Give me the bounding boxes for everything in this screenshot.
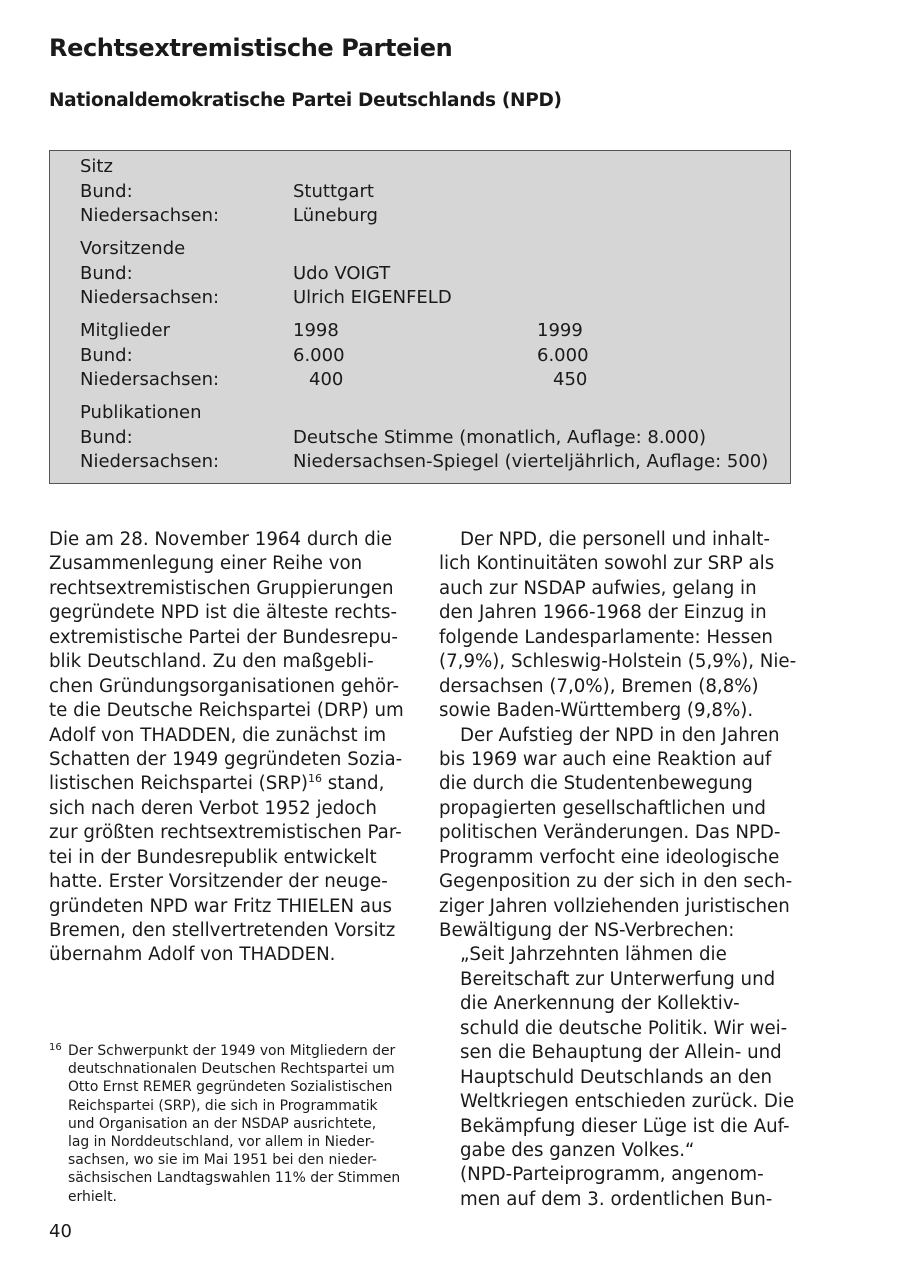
text-line: rechtsextremistischen Gruppierungen — [49, 577, 394, 599]
footnote-line: deutschnationalen Deutschen Rechtspartei um — [68, 1061, 395, 1078]
text-line: den Jahren 1966-1968 der Einzug in — [439, 602, 767, 624]
vorsitzende-nds-value: Ulrich EIGENFELD — [293, 287, 452, 308]
text-line: lich Kontinuitäten sowohl zur SRP als — [439, 553, 775, 575]
text-line: gegründete NPD ist die älteste rechts- — [49, 602, 398, 624]
footnote-line: erhielt. — [68, 1188, 117, 1205]
footnote-line: Otto Ernst REMER gegründeten Sozialistischen — [68, 1079, 393, 1096]
text-line: Bewältigung der NS-Verbrechen: — [439, 920, 735, 941]
text-line — [49, 772, 404, 796]
quote-line: men auf dem 3. ordentlichen Bun- — [460, 1188, 773, 1210]
quote-line: schuld die deutsche Politik. Wir wei- — [460, 1017, 788, 1039]
mitglieder-bund-1999: 6.000 — [537, 344, 589, 366]
text-line: politischen Veränderungen. Das NPD- — [439, 822, 781, 844]
text-line: (7,9%), Schleswig-Holstein (5,9%), Nie- — [439, 651, 797, 673]
text-line: Bremen, den stellvertretenden Vorsitz — [49, 920, 396, 941]
page-number: 40 — [49, 1221, 72, 1242]
publikationen-nds-value: Niedersachsen-Spiegel (vierteljährlich, Auflage: 500) — [293, 451, 769, 472]
text-line: Adolf von THADDEN, die zunächst im — [49, 724, 387, 746]
text-line: Der Aufstieg der NPD in den Jahren — [460, 724, 780, 746]
section-heading: Nationaldemokratische Partei Deutschlands (NPD) — [49, 90, 562, 111]
text-line: Schatten der 1949 gegründeten Sozia- — [49, 748, 403, 770]
vorsitzende-bund-label: Bund: — [80, 262, 133, 284]
quote-line: Bekämpfung dieser Lüge ist die Auf- — [460, 1115, 790, 1137]
quote-line: Bereitschaft zur Unterwerfung und — [460, 968, 776, 990]
text-line: die durch die Studentenbewegung — [439, 773, 753, 795]
text-line: bis 1969 war auch eine Reaktion auf — [439, 748, 772, 770]
mitglieder-nds-label: Niedersachsen: — [80, 369, 220, 390]
text-line: propagierten gesellschaftlichen und — [439, 797, 766, 819]
text-line: Die am 28. November 1964 durch die — [49, 529, 393, 550]
footnote-line: Reichspartei (SRP), die sich in Programmatik — [68, 1097, 378, 1114]
footnote-line: Der Schwerpunkt der 1949 von Mitgliedern der — [68, 1043, 396, 1059]
text-line: auch zur NSDAP aufwies, gelang in — [439, 577, 757, 599]
sitz-bund-value: Stuttgart — [293, 180, 374, 202]
text-line: te die Deutsche Reichspartei (DRP) um — [49, 700, 404, 722]
text-line: extremistische Partei der Bundesrepu- — [49, 626, 398, 648]
mitglieder-bund-label: Bund: — [80, 344, 133, 366]
text-line: Der NPD, die personell und inhalt- — [460, 529, 770, 550]
quote-line: Hauptschuld Deutschlands an den — [460, 1066, 773, 1088]
info-box — [49, 150, 791, 484]
footnote — [49, 1042, 409, 1206]
quote-line: „Seit Jahrzehnten lähmen die — [460, 944, 727, 966]
text-line: übernahm Adolf von THADDEN. — [49, 944, 336, 966]
quote-line: sen die Behauptung der Allein- und — [460, 1042, 782, 1064]
text-line: blik Deutschland. Zu den maßgebli- — [49, 651, 374, 673]
text-line: sich nach deren Verbot 1952 jedoch — [49, 797, 377, 819]
vorsitzende-title: Vorsitzende — [80, 238, 186, 259]
mitglieder-bund-1998: 6.000 — [293, 344, 345, 366]
footnote-line: sächsischen Landtagswahlen 11% der Stimmen — [68, 1170, 401, 1187]
sitz-bund-label: Bund: — [80, 180, 133, 202]
mitglieder-year-1999: 1999 — [537, 320, 583, 341]
sitz-nds-label: Niedersachsen: — [80, 205, 220, 226]
mitglieder-title: Mitglieder — [80, 320, 170, 341]
mitglieder-nds-1999: 450 — [553, 369, 588, 390]
footnote-line: sachsen, wo sie im Mai 1951 bei den nieder- — [68, 1152, 377, 1169]
srp-text-before: listischen Reichspartei (SRP) — [49, 773, 308, 795]
publikationen-title: Publikationen — [80, 402, 202, 423]
right-column-text — [439, 528, 796, 1212]
quote-line: gabe des ganzen Volkes.“ — [460, 1139, 695, 1161]
text-line: folgende Landesparlamente: Hessen — [439, 626, 773, 648]
text-line: Programm verfocht eine ideologische — [439, 846, 780, 868]
mitglieder-nds-1998: 400 — [309, 369, 344, 390]
quote-line: (NPD-Parteiprogramm, angenom- — [460, 1164, 764, 1186]
footnote-line: lag in Norddeutschland, vor allem in Nieder- — [68, 1134, 375, 1151]
text-line: tei in der Bundesrepublik entwickelt — [49, 846, 377, 868]
publikationen-bund-value: Deutsche Stimme (monatlich, Auflage: 8.000) — [293, 426, 706, 448]
text-line: Gegenposition zu der sich in den sech- — [439, 871, 793, 893]
publikationen-nds-label: Niedersachsen: — [80, 451, 220, 472]
text-line: ziger Jahren vollziehenden juristischen — [439, 895, 790, 917]
footnote-reference[interactable]: 16 — [308, 772, 322, 786]
quote-line: die Anerkennung der Kollektiv- — [460, 993, 740, 1015]
text-line: gründeten NPD war Fritz THIELEN aus — [49, 895, 393, 917]
text-line: sowie Baden-Württemberg (9,8%). — [439, 700, 754, 722]
footnote-line: und Organisation an der NSDAP ausrichtete, — [68, 1115, 377, 1132]
quote-line: Weltkriegen entschieden zurück. Die — [460, 1091, 795, 1113]
sitz-title: Sitz — [80, 156, 113, 177]
vorsitzende-nds-label: Niedersachsen: — [80, 287, 220, 308]
text-line: dersachsen (7,0%), Bremen (8,8%) — [439, 675, 759, 697]
text-line: hatte. Erster Vorsitzender der neuge- — [49, 871, 388, 893]
page-heading: Rechtsextremistische Parteien — [49, 34, 453, 62]
vorsitzende-bund-value: Udo VOIGT — [293, 262, 391, 284]
footnote-number: 16 — [49, 1042, 62, 1053]
text-line: Zusammenlegung einer Reihe von — [49, 553, 363, 575]
srp-text-after: stand, — [322, 773, 385, 795]
sitz-nds-value: Lüneburg — [293, 205, 378, 226]
mitglieder-year-1998: 1998 — [293, 320, 339, 341]
left-column-text — [49, 528, 404, 968]
text-line: chen Gründungsorganisationen gehör- — [49, 675, 400, 697]
text-line: zur größten rechtsextremistischen Par- — [49, 822, 402, 844]
publikationen-bund-label: Bund: — [80, 426, 133, 448]
